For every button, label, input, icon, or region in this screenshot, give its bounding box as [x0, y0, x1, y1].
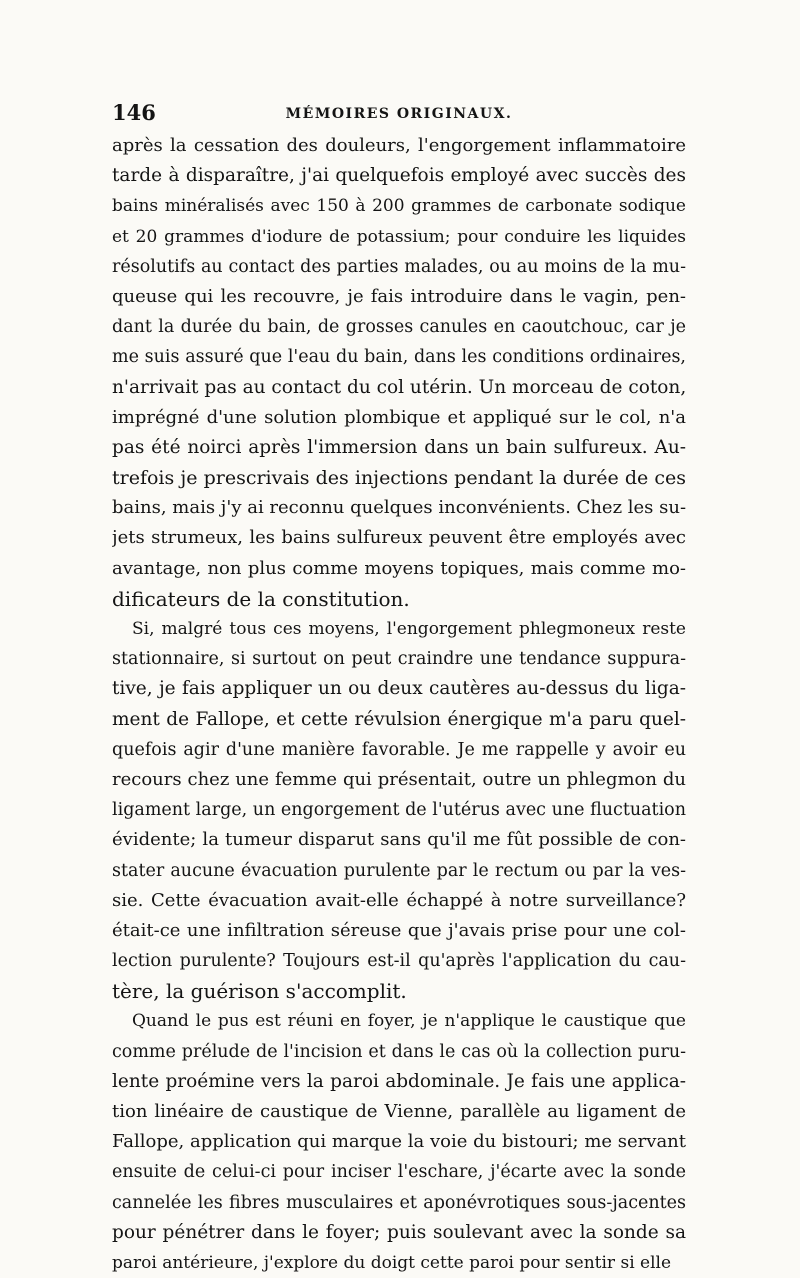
text-line: n'arrivait pas au contact du col utérin. Un morceau de coton,: [112, 376, 686, 398]
text-line: lente proémine vers la paroi abdominale. Je fais une applica-: [112, 1070, 686, 1092]
text-line: sie. Cette évacuation avait-elle échappé à notre surveillance?: [112, 889, 686, 911]
paragraph: [112, 614, 686, 1006]
text-line: cannelée les fibres musculaires et aponévrotiques sous-jacentes: [112, 1192, 686, 1213]
text-line: Quand le pus est réuni en foyer, je n'applique le caustique que: [132, 1011, 686, 1032]
text-line: était-ce une infiltration séreuse que j'avais prise pour une col-: [112, 919, 686, 941]
text-line: avantage, non plus comme moyens topiques, mais comme mo-: [112, 557, 686, 579]
running-title: MÉMOIRES ORIGINAUX.: [285, 106, 513, 122]
text-line: tarde à disparaître, j'ai quelquefois employé avec succès des: [112, 165, 686, 187]
text-line: Si, malgré tous ces moyens, l'engorgement phlegmoneux reste: [132, 619, 686, 639]
text-line: dificateurs de la constitution.: [112, 586, 410, 611]
paragraph: [112, 1006, 686, 1278]
text-line: lection purulente? Toujours est-il qu'après l'application du cau-: [112, 951, 686, 972]
paragraph: [112, 131, 686, 614]
text-line: trefois je prescrivais des injections pendant la durée de ces: [112, 467, 686, 490]
text-line: stationnaire, si surtout on peut craindre une tendance suppura-: [112, 649, 686, 670]
page-header: [112, 98, 686, 128]
text-line: tive, je fais appliquer un ou deux cautères au-dessus du liga-: [112, 678, 686, 700]
text-line: jets strumeux, les bains sulfureux peuvent être employés avec: [112, 527, 686, 549]
text-line: bains, mais j'y ai reconnu quelques inconvénients. Chez les su-: [112, 497, 686, 519]
text-line: Fallope, application qui marque la voie du bistouri; me servant: [112, 1131, 686, 1153]
text-line: ment de Fallope, et cette révulsion énergique m'a paru quel-: [112, 708, 686, 730]
text-line: évidente; la tumeur disparut sans qu'il me fût possible de con-: [112, 829, 686, 851]
text-line: paroi antérieure, j'explore du doigt cette paroi pour sentir si elle: [112, 1252, 672, 1273]
text-line: ensuite de celui-ci pour inciser l'eschare, j'écarte avec la sonde: [112, 1162, 686, 1183]
text-line: résolutifs au contact des parties malades, ou au moins de la mu-: [112, 256, 686, 277]
text-line: quefois agir d'une manière favorable. Je me rappelle y avoir eu: [112, 739, 686, 760]
text-line: me suis assuré que l'eau du bain, dans les conditions ordinaires,: [112, 347, 686, 368]
text-line: pas été noirci après l'immersion dans un bain sulfureux. Au-: [112, 436, 686, 458]
text-line: queuse qui les recouvre, je fais introduire dans le vagin, pen-: [112, 285, 686, 307]
text-line: bains minéralisés avec 150 à 200 grammes de carbonate sodique: [112, 196, 686, 217]
text-line: imprégné d'une solution plombique et appliqué sur le col, n'a: [112, 406, 686, 428]
text-line: recours chez une femme qui présentait, outre un phlegmon du: [112, 768, 686, 790]
body-text: [112, 131, 686, 1278]
text-line: après la cessation des douleurs, l'engorgement inflammatoire: [112, 135, 686, 156]
text-line: pour pénétrer dans le foyer; puis soulevant avec la sonde sa: [112, 1221, 686, 1243]
text-line: stater aucune évacuation purulente par le rectum ou par la ves-: [112, 860, 686, 881]
text-line: tion linéaire de caustique de Vienne, parallèle au ligament de: [112, 1101, 686, 1122]
page-number: 146: [112, 100, 156, 125]
text-line: tère, la guérison s'accomplit.: [112, 979, 407, 1004]
text-line: et 20 grammes d'iodure de potassium; pour conduire les liquides: [112, 226, 686, 247]
text-line: comme prélude de l'incision et dans le cas où la collection puru-: [112, 1041, 686, 1062]
text-line: ligament large, un engorgement de l'utérus avec une fluctuation: [112, 800, 686, 821]
text-line: dant la durée du bain, de grosses canules en caoutchouc, car je: [112, 317, 686, 338]
